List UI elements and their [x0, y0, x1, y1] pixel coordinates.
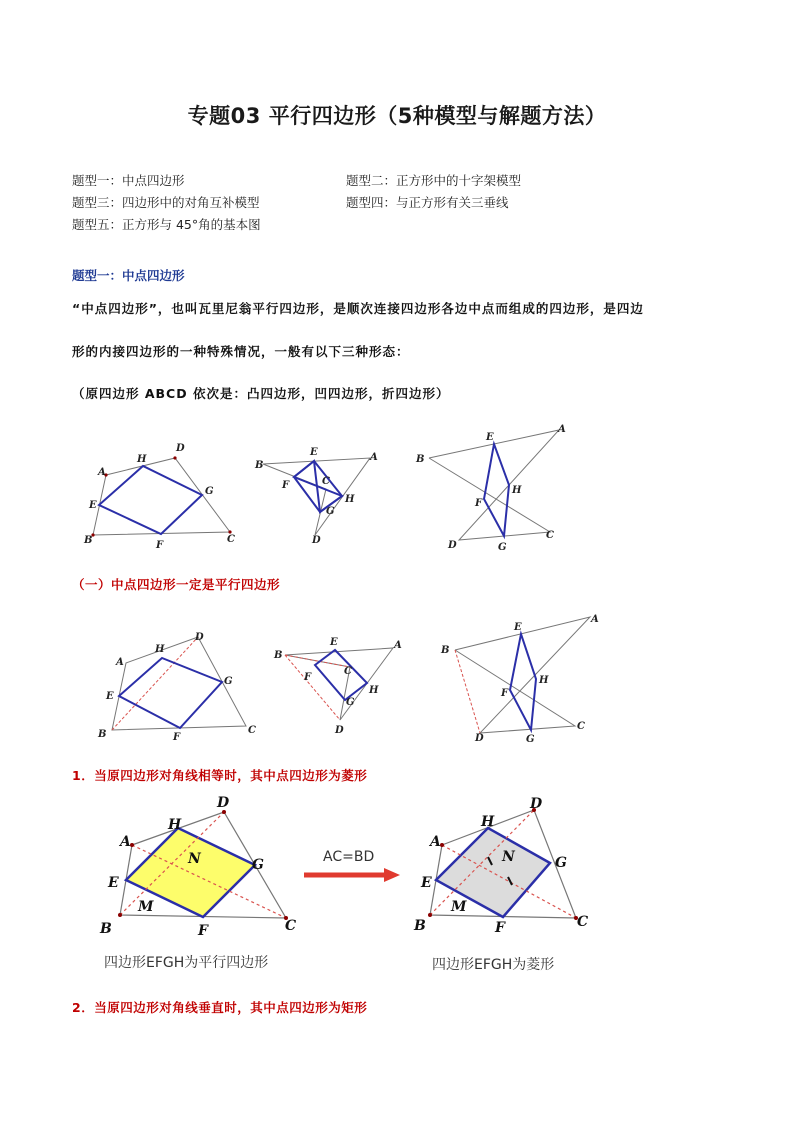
- toc-item-2[interactable]: 题型二：正方形中的十字架模型: [346, 173, 522, 188]
- label-D-7: D: [217, 795, 230, 811]
- midpoint-quad-crossed: [484, 444, 509, 536]
- label-F-3: F: [475, 498, 483, 509]
- label-H: H: [137, 454, 147, 465]
- label-B-5: B: [274, 650, 283, 661]
- label-G-7: G: [252, 857, 264, 873]
- midpoint-quad-crossed-2: [510, 634, 536, 730]
- diagonal-BD-3: [455, 650, 480, 733]
- midpoint-quad-concave-2: [315, 650, 367, 700]
- label-C: C: [227, 534, 235, 545]
- figure-concave-quad-2: [285, 648, 393, 720]
- caption-parallelogram: 四边形EFGH为平行四边形: [104, 955, 269, 971]
- label-E: E: [89, 500, 97, 511]
- label-M-8: M: [451, 899, 467, 915]
- label-G-2: G: [326, 506, 335, 517]
- label-H-7: H: [168, 817, 182, 833]
- toc-item-1[interactable]: 题型一：中点四边形: [72, 173, 185, 188]
- label-F-7: F: [198, 923, 208, 939]
- label-B-7: B: [100, 921, 112, 937]
- midpoint-quad-convex-2: [119, 658, 222, 728]
- label-H-5: H: [369, 685, 379, 696]
- label-D: D: [176, 443, 185, 454]
- label-E-6: E: [514, 622, 522, 633]
- label-B-4: B: [98, 729, 107, 740]
- toc-item-3[interactable]: 题型三：四边形中的对角互补模型: [72, 195, 260, 210]
- label-B-3: B: [416, 454, 425, 465]
- label-A-4: A: [116, 657, 124, 668]
- label-D-6: D: [475, 733, 484, 744]
- label-E-3: E: [486, 432, 494, 443]
- label-H-6: H: [539, 675, 549, 686]
- label-G-3: G: [498, 542, 507, 553]
- caption-rhombus: 四边形EFGH为菱形: [432, 957, 555, 973]
- label-F-6: F: [501, 688, 509, 699]
- label-A-8: A: [430, 834, 441, 850]
- label-N-8: N: [502, 849, 515, 865]
- label-D-4: D: [195, 632, 204, 643]
- label-G-8: G: [555, 855, 567, 871]
- arrow-head-icon: [384, 868, 400, 882]
- label-H-4: H: [155, 644, 165, 655]
- label-F: F: [156, 540, 164, 551]
- diagonal-BD-2b: [285, 655, 340, 720]
- label-A-7: A: [120, 834, 131, 850]
- intro-paragraph-line-1: “中点四边形”，也叫瓦里尼翁平行四边形，是顺次连接四边形各边中点而组成的四边形，是四边: [72, 301, 644, 316]
- figure-row-1: [70, 424, 750, 560]
- label-C-5: C: [344, 666, 352, 677]
- figure-row-3: [90, 795, 710, 980]
- label-A: A: [98, 467, 106, 478]
- label-M-7: M: [138, 899, 154, 915]
- label-H-3: H: [512, 485, 522, 496]
- section-heading-1: 题型一：中点四边形: [72, 268, 185, 283]
- label-H-8: H: [481, 814, 495, 830]
- page-title: 专题03 平行四边形（5种模型与解题方法）: [187, 104, 607, 128]
- point-2-rectangle: 2．当原四边形对角线垂直时，其中点四边形为矩形: [72, 1000, 368, 1015]
- label-F-8: F: [495, 920, 505, 936]
- label-E-7: E: [108, 875, 119, 891]
- label-D-2: D: [312, 535, 321, 546]
- label-B-8: B: [414, 918, 426, 934]
- label-G: G: [205, 486, 214, 497]
- midpoint-quad-convex: [99, 466, 202, 534]
- label-C-7: C: [285, 918, 297, 934]
- label-B-2: B: [255, 460, 264, 471]
- label-E-8: E: [421, 875, 432, 891]
- label-F-2: F: [282, 480, 290, 491]
- subheading-parallelogram: （一）中点四边形一定是平行四边形: [72, 577, 281, 592]
- label-C-6: C: [577, 721, 585, 732]
- label-C-3: C: [546, 530, 554, 541]
- label-A-6: A: [591, 614, 599, 625]
- label-G-5: G: [346, 697, 355, 708]
- label-A-5: A: [394, 640, 402, 651]
- label-D-3: D: [448, 540, 457, 551]
- label-G-4: G: [224, 676, 233, 687]
- label-C-4: C: [248, 725, 256, 736]
- figure-row-2: [70, 614, 750, 750]
- intro-paragraph-line-3: （原四边形 ABCD 依次是：凸四边形，凹四边形，折四边形）: [72, 386, 450, 401]
- label-G-6: G: [526, 734, 535, 745]
- label-E-5: E: [330, 637, 338, 648]
- label-B-6: B: [441, 645, 450, 656]
- arrow-label: AC=BD: [323, 849, 375, 865]
- intro-paragraph-line-2: 形的内接四边形的一种特殊情况，一般有以下三种形态：: [72, 344, 410, 359]
- toc-item-4[interactable]: 题型四：与正方形有关三垂线: [346, 195, 509, 210]
- label-N-7: N: [188, 851, 201, 867]
- label-A-2: A: [370, 452, 378, 463]
- label-B: B: [84, 535, 93, 546]
- label-H-2: H: [345, 494, 355, 505]
- label-A-3: A: [558, 424, 566, 435]
- label-E-4: E: [106, 691, 114, 702]
- label-D-5: D: [335, 725, 344, 736]
- label-D-8: D: [530, 796, 543, 812]
- label-F-4: F: [173, 732, 181, 743]
- toc-item-5[interactable]: 题型五：正方形与 45°角的基本图: [72, 217, 261, 232]
- label-C-2: C: [322, 476, 330, 487]
- label-E-2: E: [310, 447, 318, 458]
- label-C-8: C: [577, 914, 589, 930]
- label-F-5: F: [304, 672, 312, 683]
- point-1-rhombus: 1．当原四边形对角线相等时，其中点四边形为菱形: [72, 768, 368, 783]
